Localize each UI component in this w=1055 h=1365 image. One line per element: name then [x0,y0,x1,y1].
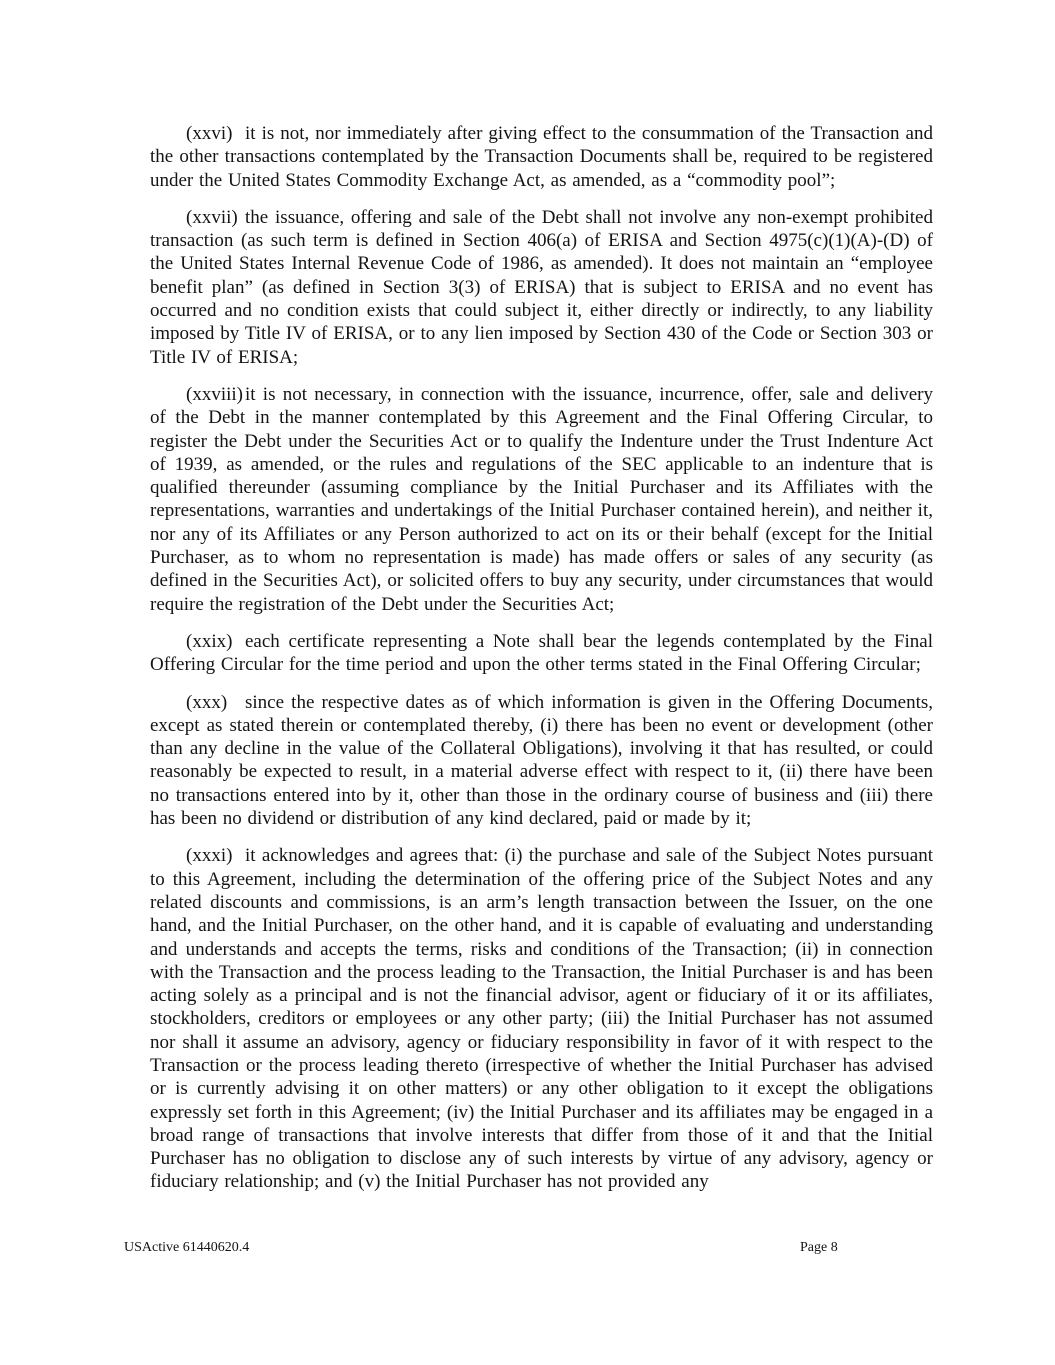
paragraph-xxix [150,630,933,677]
paragraph-number: (xxviii) [186,383,243,405]
page-footer [0,1240,1055,1260]
paragraph-xxvi [150,122,933,192]
paragraph-text: the issuance, offering and sale of the Debt shall not involve any non-exempt prohibited transaction (as such term is defined in Section 406(a) of ERISA and Section 4975(c)(1)(A)-(D) of the United States Internal Revenue Code of 1986, as amended). It does not maintain an “employee benefit plan” (as defined in Section 3(3) of ERISA) that is subject to ERISA and no event has occurred and no condition exists that could subject it, either directly or indirectly, to any liability imposed by Title IV of ERISA, or to any lien imposed by Section 430 of the Code or Section 303 or Title IV of ERISA; [150,206,933,368]
paragraph-number: (xxx) [186,691,228,713]
paragraph-number: (xxvii) [186,206,238,228]
paragraph-xxxi [150,844,933,1193]
paragraph-text: it is not necessary, in connection with the issuance, incurrence, offer, sale and delivery of the Debt in the manner contemplated by this Agreement and the Final Offering Circular, to register the Debt under the Securities Act or to qualify the Indenture under the Trust Indenture Act of 1939, as amended, or the rules and regulations of the SEC applicable to an indenture that is qualified thereunder (assuming compliance by the Initial Purchaser and its Affiliates with the representations, warranties and undertakings of the Initial Purchaser contained herein), and neither it, nor any of its Affiliates or any Person authorized to act on its or their behalf (except for the Initial Purchaser, as to whom no representation is made) has made offers or sales of any security (as defined in the Securities Act), or solicited offers to buy any security, under circumstances that would require the registration of the Debt under the Securities Act; [150,383,933,615]
paragraph-number: (xxvi) [186,123,233,144]
paragraph-text: it is not, nor immediately after giving effect to the consummation of the Transaction and the other transactions contemplated by the Transaction Documents shall be, required to be registered under the United States Commodity Exchange Act, as amended, as a “commodity pool”; [150,123,933,191]
document-body [150,122,933,1194]
paragraph-text: it acknowledges and agrees that: (i) the purchase and sale of the Subject Notes pursuant to this Agreement, including the determination of the offering price of the Subject Notes and any related discounts and commissions, is an arm’s length transaction between the Issuer, on the one hand, and the Initial Purchaser, on the other hand, and it is capable of evaluating and understanding and understands and accepts the terms, risks and conditions of the Transaction; (ii) in connection with the Transaction and the process leading to the Transaction, the Initial Purchaser is and has been acting solely as a principal and is not the financial advisor, agent or fiduciary of it or its affiliates, stockholders, creditors or employees or any other party; (iii) the Initial Purchaser has not assumed nor shall it assume an advisory, agency or fiduciary responsibility in favor of it with respect to the Transaction or the process leading thereto (irrespective of whether the Initial Purchaser has advised or is currently advising it on other matters) or any other obligation to it except the obligations expressly set forth in this Agreement; (iv) the Initial Purchaser and its affiliates may be engaged in a broad range of transactions that involve interests that differ from those of it and that the Initial Purchaser has no obligation to disclose any of such interests by virtue of any advisory, agency or fiduciary relationship; and (v) the Initial Purchaser has not provided any [150,845,933,1193]
paragraph-text: since the respective dates as of which information is given in the Offering Documents, except as stated therein or contemplated thereby, (i) there has been no event or development (other than any decline in the value of the Collateral Obligations), involving it that has resulted, or could reasonably be expected to result, in a material adverse effect with respect to it, (ii) there have been no transactions entered into by it, other than those in the ordinary course of business and (iii) there has been no dividend or distribution of any kind declared, paid or made by it; [150,691,933,830]
paragraph-text: each certificate representing a Note shall bear the legends contemplated by the Final Offering Circular for the time period and upon the other terms stated in the Final Offering Circular; [150,630,933,676]
paragraph-number: (xxix) [186,630,233,652]
document-reference-number: USActive 61440620.4 [124,1240,250,1255]
paragraph-xxvii [150,206,933,369]
paragraph-number: (xxxi) [186,845,233,867]
page-number: Page 8 [800,1240,838,1255]
paragraph-xxx [150,691,933,831]
paragraph-xxviii [150,383,933,616]
